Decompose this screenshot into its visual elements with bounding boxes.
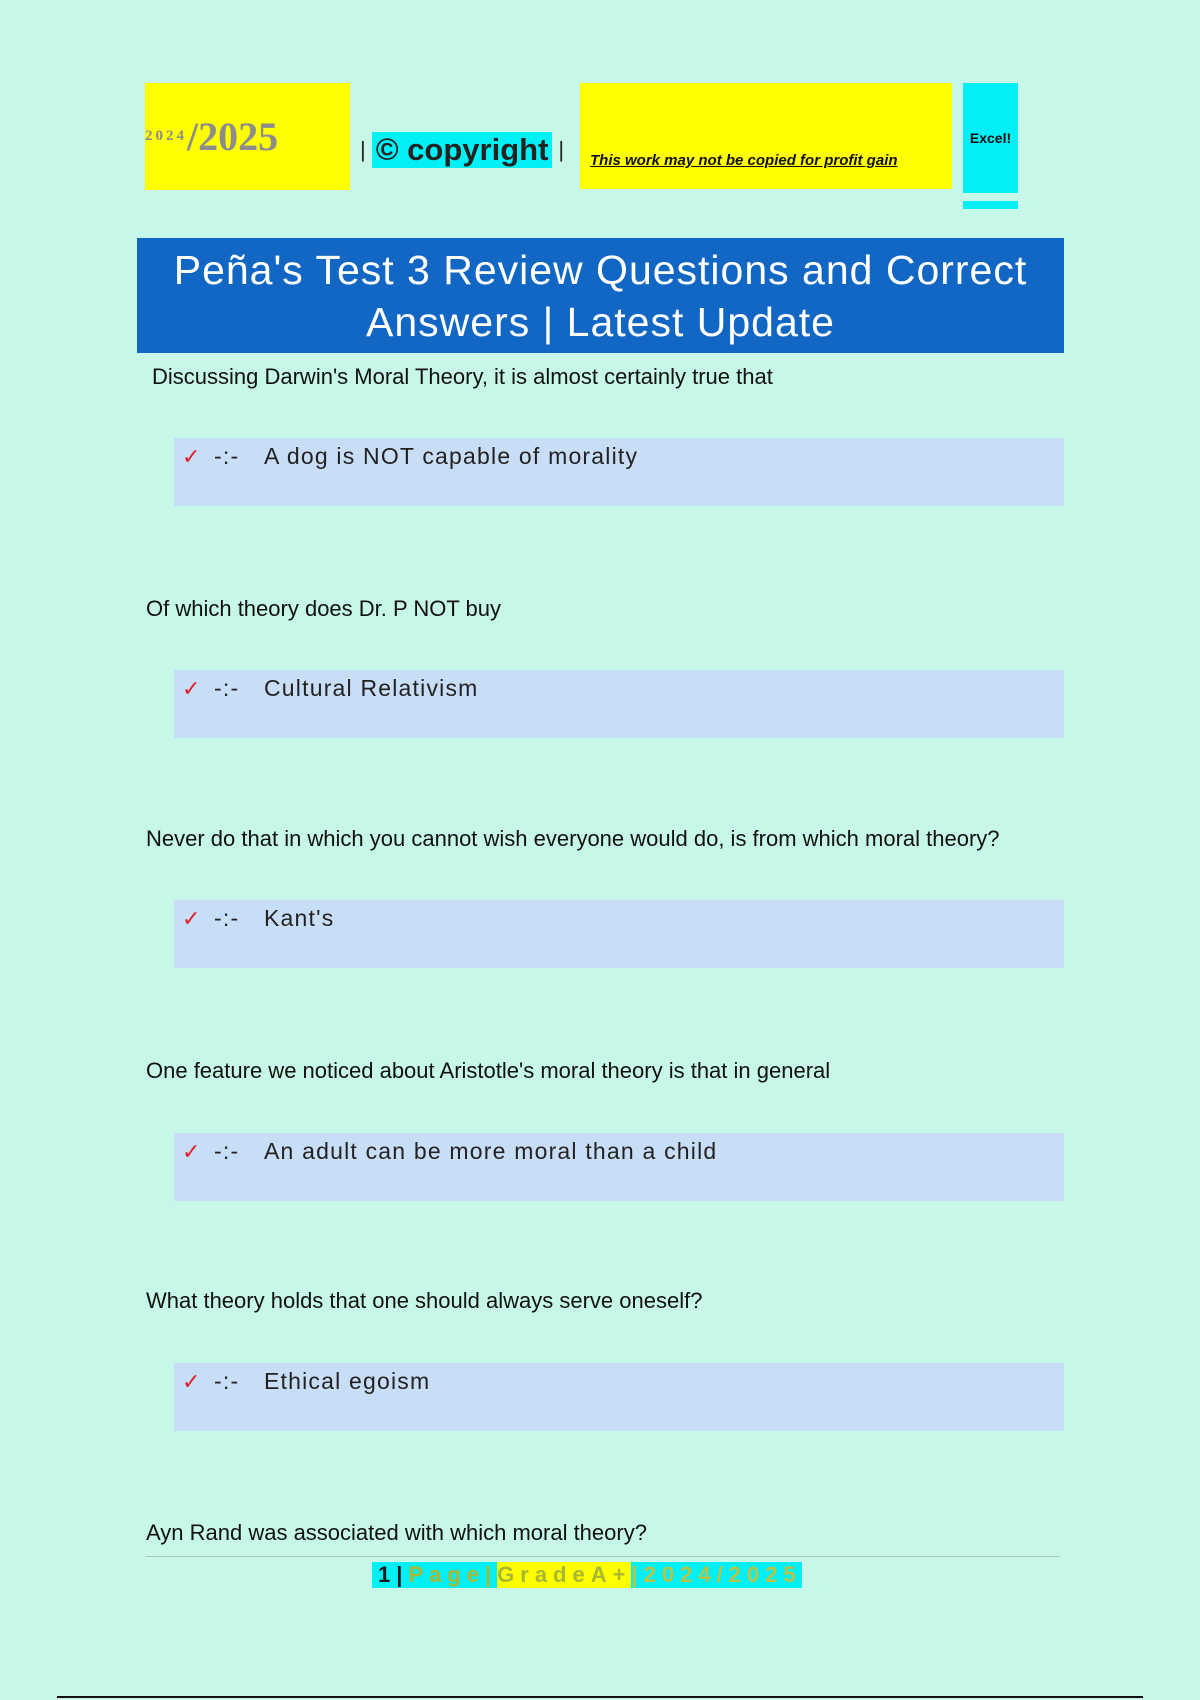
checkmark-icon: ✓ <box>182 444 202 469</box>
title-line-1: Peña's Test 3 Review Questions and Correct <box>173 246 1028 293</box>
answer-text: Cultural Relativism <box>264 675 479 701</box>
question-text: Never do that in which you cannot wish everyone would do, is from which moral theory? <box>146 826 1000 851</box>
answer-box <box>174 1363 1064 1431</box>
footer-years: |2024/2025 <box>631 1562 802 1587</box>
year-badge <box>145 83 350 190</box>
footer-grade: GradeA+ <box>497 1562 632 1587</box>
answer-text: Ethical egoism <box>264 1368 431 1394</box>
answer-box <box>174 438 1064 506</box>
year-small: 2024 <box>145 128 187 144</box>
answer-text: A dog is NOT capable of morality <box>264 443 639 469</box>
answer-box <box>174 900 1064 968</box>
copyright-right-bar: | <box>558 137 565 162</box>
answer-separator: -:- <box>214 905 240 931</box>
excel-underbar <box>963 201 1018 209</box>
excel-label: Excel! <box>969 130 1012 146</box>
checkmark-icon: ✓ <box>182 676 202 701</box>
page-footer <box>372 1560 802 1590</box>
checkmark-icon: ✓ <box>182 906 202 931</box>
checkmark-icon: ✓ <box>182 1369 202 1394</box>
question-text: Of which theory does Dr. P NOT buy <box>146 596 502 621</box>
copyright-label: © copyright <box>372 132 553 168</box>
copy-warning-text: This work may not be copied for profit gain <box>590 152 898 169</box>
answer-box <box>174 670 1064 738</box>
question-text: Ayn Rand was associated with which moral theory? <box>146 1520 647 1545</box>
copyright-left-bar: | <box>360 137 366 162</box>
question-text: One feature we noticed about Aristotle's moral theory is that in general <box>146 1058 831 1083</box>
excel-badge <box>963 83 1018 193</box>
title-line-2: Answers | Latest Update <box>366 298 835 345</box>
copy-warning-box <box>580 83 952 189</box>
answer-separator: -:- <box>214 1138 240 1164</box>
question-text: What theory holds that one should always serve oneself? <box>146 1288 703 1313</box>
answer-separator: -:- <box>214 443 240 469</box>
footer-page-number: 1| <box>372 1562 408 1588</box>
copyright-notice <box>360 132 564 168</box>
answer-separator: -:- <box>214 675 240 701</box>
checkmark-icon: ✓ <box>182 1139 202 1164</box>
page-bottom-rule <box>57 1696 1143 1698</box>
question-text: Discussing Darwin's Moral Theory, it is almost certainly true that <box>152 364 773 389</box>
footer-page-label: Page| <box>408 1562 498 1587</box>
answer-text: Kant's <box>264 905 335 931</box>
answer-text: An adult can be more moral than a child <box>264 1138 718 1164</box>
footer-divider <box>146 1556 1060 1557</box>
page-title <box>137 238 1064 353</box>
year-big: /2025 <box>187 114 279 159</box>
answer-box <box>174 1133 1064 1201</box>
answer-separator: -:- <box>214 1368 240 1394</box>
